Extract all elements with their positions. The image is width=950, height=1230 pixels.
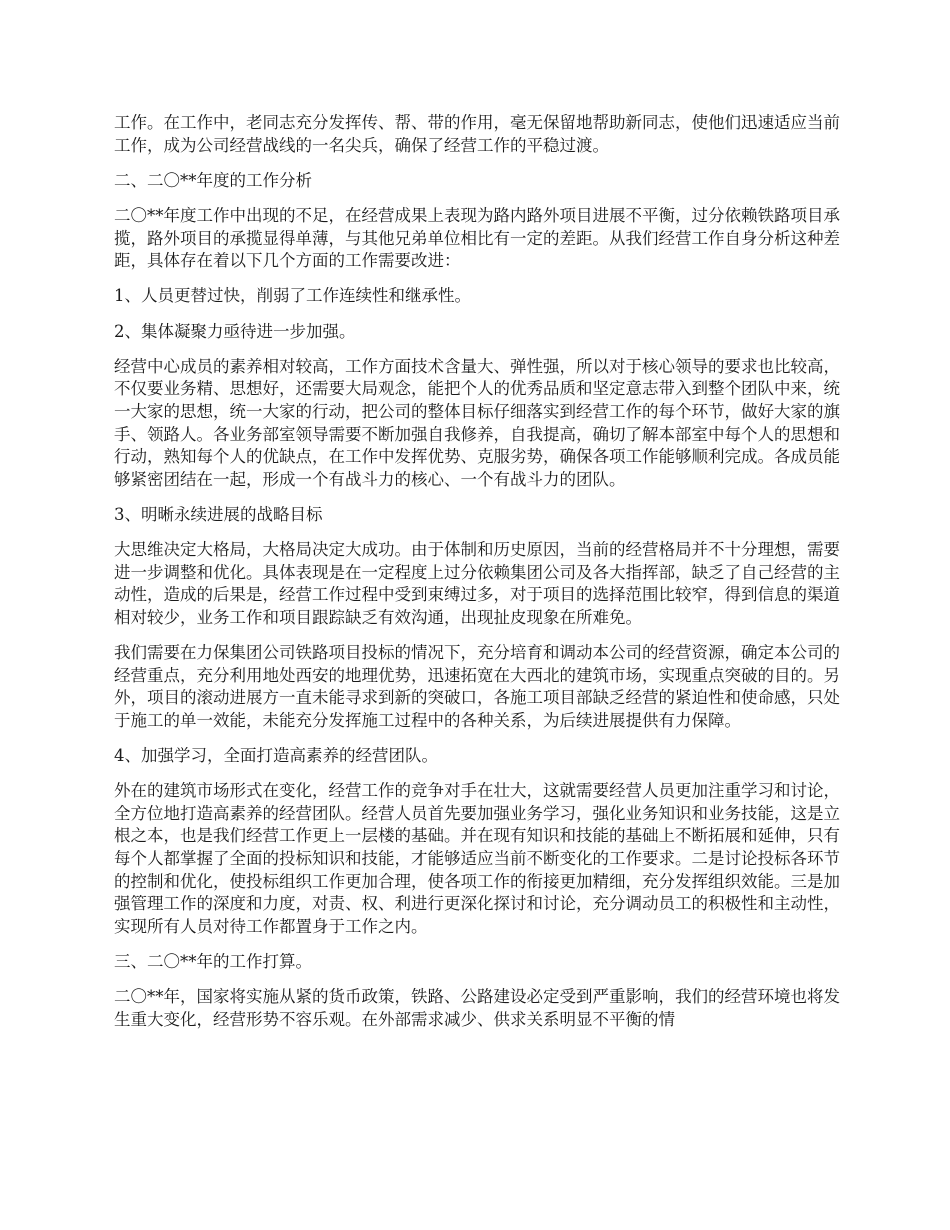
section-heading-work-plan: 三、二〇**年的工作打算。 — [114, 951, 312, 971]
paragraph-intro-continuation: 工作。在工作中，老同志充分发挥传、帮、带的作用，毫无保留地帮助新同志，使他们迅速适应当前工作，成为公司经营战线的一名尖兵，确保了经营工作的平稳过渡。 — [114, 113, 840, 155]
list-item-personnel-turnover: 1、人员更替过快，削弱了工作连续性和继承性。 — [114, 286, 471, 306]
list-item-strategic-goals: 3、明晰永续进展的战略目标 — [114, 504, 323, 524]
list-item-strengthen-learning: 4、加强学习，全面打造高素养的经营团队。 — [114, 746, 438, 765]
paragraph-shortcomings: 二〇**年度工作中出现的不足，在经营成果上表现为路内路外项目进展不平衡，过分依赖铁路项目承揽，路外项目的承揽显得单薄，与其他兄弟单位相比有一定的差距。从我们经营工作自身分析这种差距，具体存在着以下几个方面的工作需要改进： — [114, 205, 840, 271]
paragraph-market-expansion: 我们需要在力保集团公司铁路项目投标的情况下，充分培育和调动本公司的经营资源，确定本公司的经营重点，充分利用地处西安的地理优势，迅速拓宽在大西北的建筑市场，实现重点突破的目的。另外，项目的滚动进展方一直未能寻求到新的突破口，各施工项目部缺乏经营的紧迫性和使命感，只处于施工的单一效能，未能充分发挥施工过程中的各种关系，为后续进展提供有力保障。 — [114, 643, 840, 730]
document-body — [114, 112, 840, 1044]
paragraph-leadership-requirements: 经营中心成员的素养相对较高，工作方面技术含量大、弹性强，所以对于核心领导的要求也比较高，不仅要业务精、思想好，还需要大局观念，能把个人的优秀品质和坚定意志带入到整个团队中来，统一大家的思想，统一大家的行动，把公司的整体目标仔细落实到经营工作的每个环节，做好大家的旗手、领路人。各业务部室领导需要不断加强自我修养，自我提高，确切了解本部室中每个人的思想和行动，熟知每个人的优缺点，在工作中发挥优势、克服劣势，确保各项工作能够顺利完成。各成员能够紧密团结在一起，形成一个有战斗力的核心、一个有战斗力的团队。 — [114, 356, 840, 489]
paragraph-business-layout: 大思维决定大格局，大格局决定大成功。由于体制和历史原因，当前的经营格局并不十分理想，需要进一步调整和优化。具体表现是在一定程度上过分依赖集团公司及各大指挥部，缺乏了自己经营的主动性，造成的后果是，经营工作过程中受到束缚过多，对于项目的选择范围比较窄，得到信息的渠道相对较少，业务工作和项目跟踪缺乏有效沟通，出现扯皮现象在所难免。 — [114, 540, 840, 627]
list-item-team-cohesion: 2、集体凝聚力亟待进一步加强。 — [114, 321, 356, 341]
section-heading-work-analysis: 二、二〇**年度的工作分析 — [114, 170, 312, 190]
paragraph-work-plan: 二〇**年，国家将实施从紧的货币政策，铁路、公路建设必定受到严重影响，我们的经营环境也将发生重大变化，经营形势不容乐观。在外部需求减少、供求关系明显不平衡的情 — [114, 987, 840, 1029]
paragraph-team-building: 外在的建筑市场形式在变化，经营工作的竞争对手在壮大，这就需要经营人员更加注重学习和讨论，全方位地打造高素养的经营团队。经营人员首先要加强业务学习，强化业务知识和业务技能，这是立根之本，也是我们经营工作更上一层楼的基础。并在现有知识和技能的基础上不断拓展和延伸，只有每个人都掌握了全面的投标知识和技能，才能够适应当前不断变化的工作要求。二是讨论投标各环节的控制和优化，使投标组织工作更加合理，使各项工作的衔接更加精细，充分发挥组织效能。三是加强管理工作的深度和力度，对责、权、利进行更深化探讨和讨论，充分调动员工的积极性和主动性，实现所有人员对待工作都置身于工作之内。 — [114, 781, 840, 936]
